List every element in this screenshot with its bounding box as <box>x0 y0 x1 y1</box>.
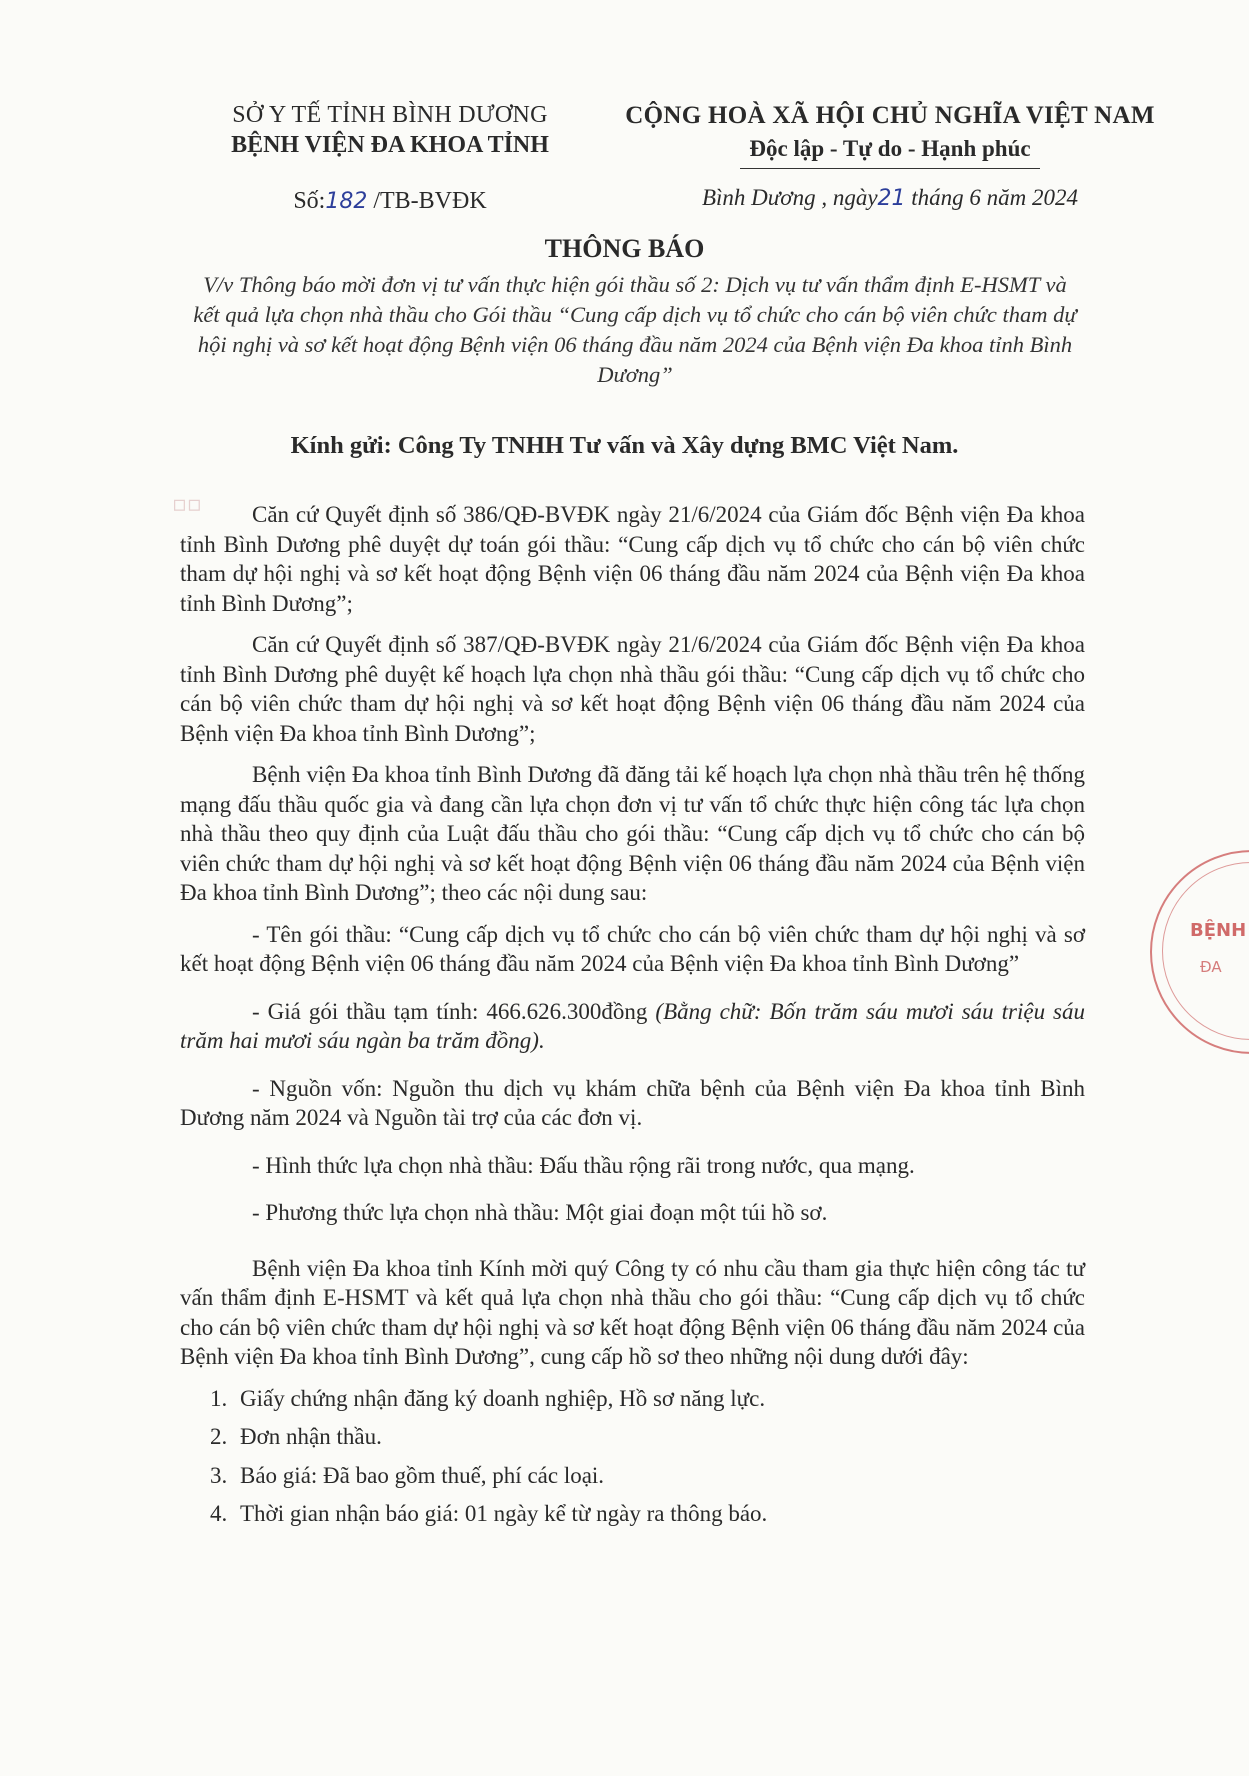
recipient: Kính gửi: Công Ty TNHH Tư vấn và Xây dựng BMC Việt Nam. <box>290 432 959 459</box>
paragraph-2: Căn cứ Quyết định số 387/QĐ-BVĐK ngày 21/6/2024 của Giám đốc Bệnh viện Đa khoa tỉnh Bình Dương phê duyệt kế hoạch lựa chọn nhà thầu gói thầu: “Cung cấp dịch vụ tổ chức cho cán bộ viên chức tham dự hội nghị và sơ kết hoạt động Bệnh viện 06 tháng đầu năm 2024 của Bệnh viện Đa khoa tỉnh Bình Dương”; <box>180 632 1085 746</box>
item-package-price: - Giá gói thầu tạm tính: 466.626.300đồng (Bằng chữ: Bốn trăm sáu mươi sáu triệu sáu trăm hai mươi sáu ngàn ba trăm đồng). <box>180 998 1086 1053</box>
nation-title: CỘNG HOÀ XÃ HỘI CHỦ NGHĨA VIỆT NAM <box>625 102 1155 129</box>
issue-date: Bình Dương , ngày21 tháng 6 năm 2024 <box>701 185 1079 211</box>
paragraph-invitation: Bệnh viện Đa khoa tỉnh Kính mời quý Công ty có nhu cầu tham gia thực hiện công tác tư vấn thẩm định E-HSMT và kết quả lựa chọn nhà thầu cho gói thầu: “Cung cấp dịch vụ tổ chức cho cán bộ viên chức tham dự hội nghị và sơ kết hoạt động Bệnh viện 06 tháng đầu năm 2024 của Bệnh viện Đa khoa tỉnh Bình Dương”, cung cấp hồ sơ theo những nội dung dưới đây: <box>180 1255 1085 1369</box>
item-package-name: - Tên gói thầu: “Cung cấp dịch vụ tổ chức cho cán bộ viên chức tham dự hội nghị và sơ kết hoạt động Bệnh viện 06 tháng đầu năm 2024 của Bệnh viện Đa khoa tỉnh Bình Dương” <box>180 921 1085 976</box>
list-item: 2. Đơn nhận thầu. <box>210 1424 382 1449</box>
list-item: 1. Giấy chứng nhận đăng ký doanh nghiệp, Hồ sơ năng lực. <box>210 1385 766 1411</box>
motto-underline <box>740 168 1040 169</box>
doc-number: Số:182 /TB-BVĐK <box>293 188 487 214</box>
seal-text-1: BỆNH <box>1190 920 1247 941</box>
notice-subject: V/v Thông báo mời đơn vị tư vấn thực hiện gói thầu số 2: Dịch vụ tư vấn thẩm định E-HSMT và kết quả lựa chọn nhà thầu cho Gói thầu “Cung cấp dịch vụ tổ chức cho cán bộ viên chức tham dự hội nghị và sơ kết hoạt động Bệnh viện 06 tháng đầu năm 2024 của Bệnh viện Đa khoa tỉnh Bình Dương” <box>193 272 1077 387</box>
org-line2: BỆNH VIỆN ĐA KHOA TỈNH <box>231 132 549 158</box>
seal-text-2: ĐA <box>1200 958 1222 976</box>
nation-block <box>600 100 1180 214</box>
item-funding: - Nguồn vốn: Nguồn thu dịch vụ khám chữa bệnh của Bệnh viện Đa khoa tỉnh Bình Dương năm 2024 và Nguồn tài trợ của các đơn vị. <box>180 1075 1085 1130</box>
doc-number-handwritten: 182 <box>325 189 368 214</box>
notice-title: THÔNG BÁO <box>544 234 705 263</box>
paragraph-1: Căn cứ Quyết định số 386/QĐ-BVĐK ngày 21/6/2024 của Giám đốc Bệnh viện Đa khoa tỉnh Bình Dương phê duyệt dự toán gói thầu: “Cung cấp dịch vụ tổ chức cho cán bộ viên chức tham dự hội nghị và sơ kết hoạt động Bệnh viện 06 tháng đầu năm 2024 của Bệnh viện Đa khoa tỉnh Bình Dương”; <box>180 502 1085 616</box>
motto: Độc lập - Tự do - Hạnh phúc <box>749 136 1031 161</box>
date-day-handwritten: 21 <box>877 186 906 211</box>
item-selection-form: - Hình thức lựa chọn nhà thầu: Đấu thầu rộng rãi trong nước, qua mạng. <box>252 1152 915 1178</box>
org-line1: SỞ Y TẾ TỈNH BÌNH DƯƠNG <box>232 102 548 128</box>
list-item: 4. Thời gian nhận báo giá: 01 ngày kể từ ngày ra thông báo. <box>210 1501 768 1526</box>
notice-body <box>180 500 1085 1538</box>
item-selection-method: - Phương thức lựa chọn nhà thầu: Một giai đoạn một túi hồ sơ. <box>252 1200 828 1225</box>
price-in-words: (Bằng chữ: Bốn trăm sáu mươi sáu triệu sáu trăm hai mươi sáu ngàn ba trăm đồng). <box>180 998 1086 1053</box>
requirements-list <box>180 1384 1085 1529</box>
list-item: 3. Báo giá: Đã bao gồm thuế, phí các loại. <box>210 1462 605 1488</box>
issuer-block <box>195 100 585 217</box>
faint-stamp-mark: ▫▫ <box>172 492 202 517</box>
paragraph-3: Bệnh viện Đa khoa tỉnh Bình Dương đã đăng tải kế hoạch lựa chọn nhà thầu trên hệ thống mạng đấu thầu quốc gia và đang cần lựa chọn đơn vị tư vấn tổ chức thực hiện công tác lựa chọn nhà thầu theo quy định của Luật đấu thầu cho gói thầu: “Cung cấp dịch vụ tổ chức cho cán bộ viên chức tham dự hội nghị và sơ kết hoạt động Bệnh viện 06 tháng đầu năm 2024 của Bệnh viện Đa khoa tỉnh Bình Dương”; theo các nội dung sau: <box>180 762 1085 905</box>
